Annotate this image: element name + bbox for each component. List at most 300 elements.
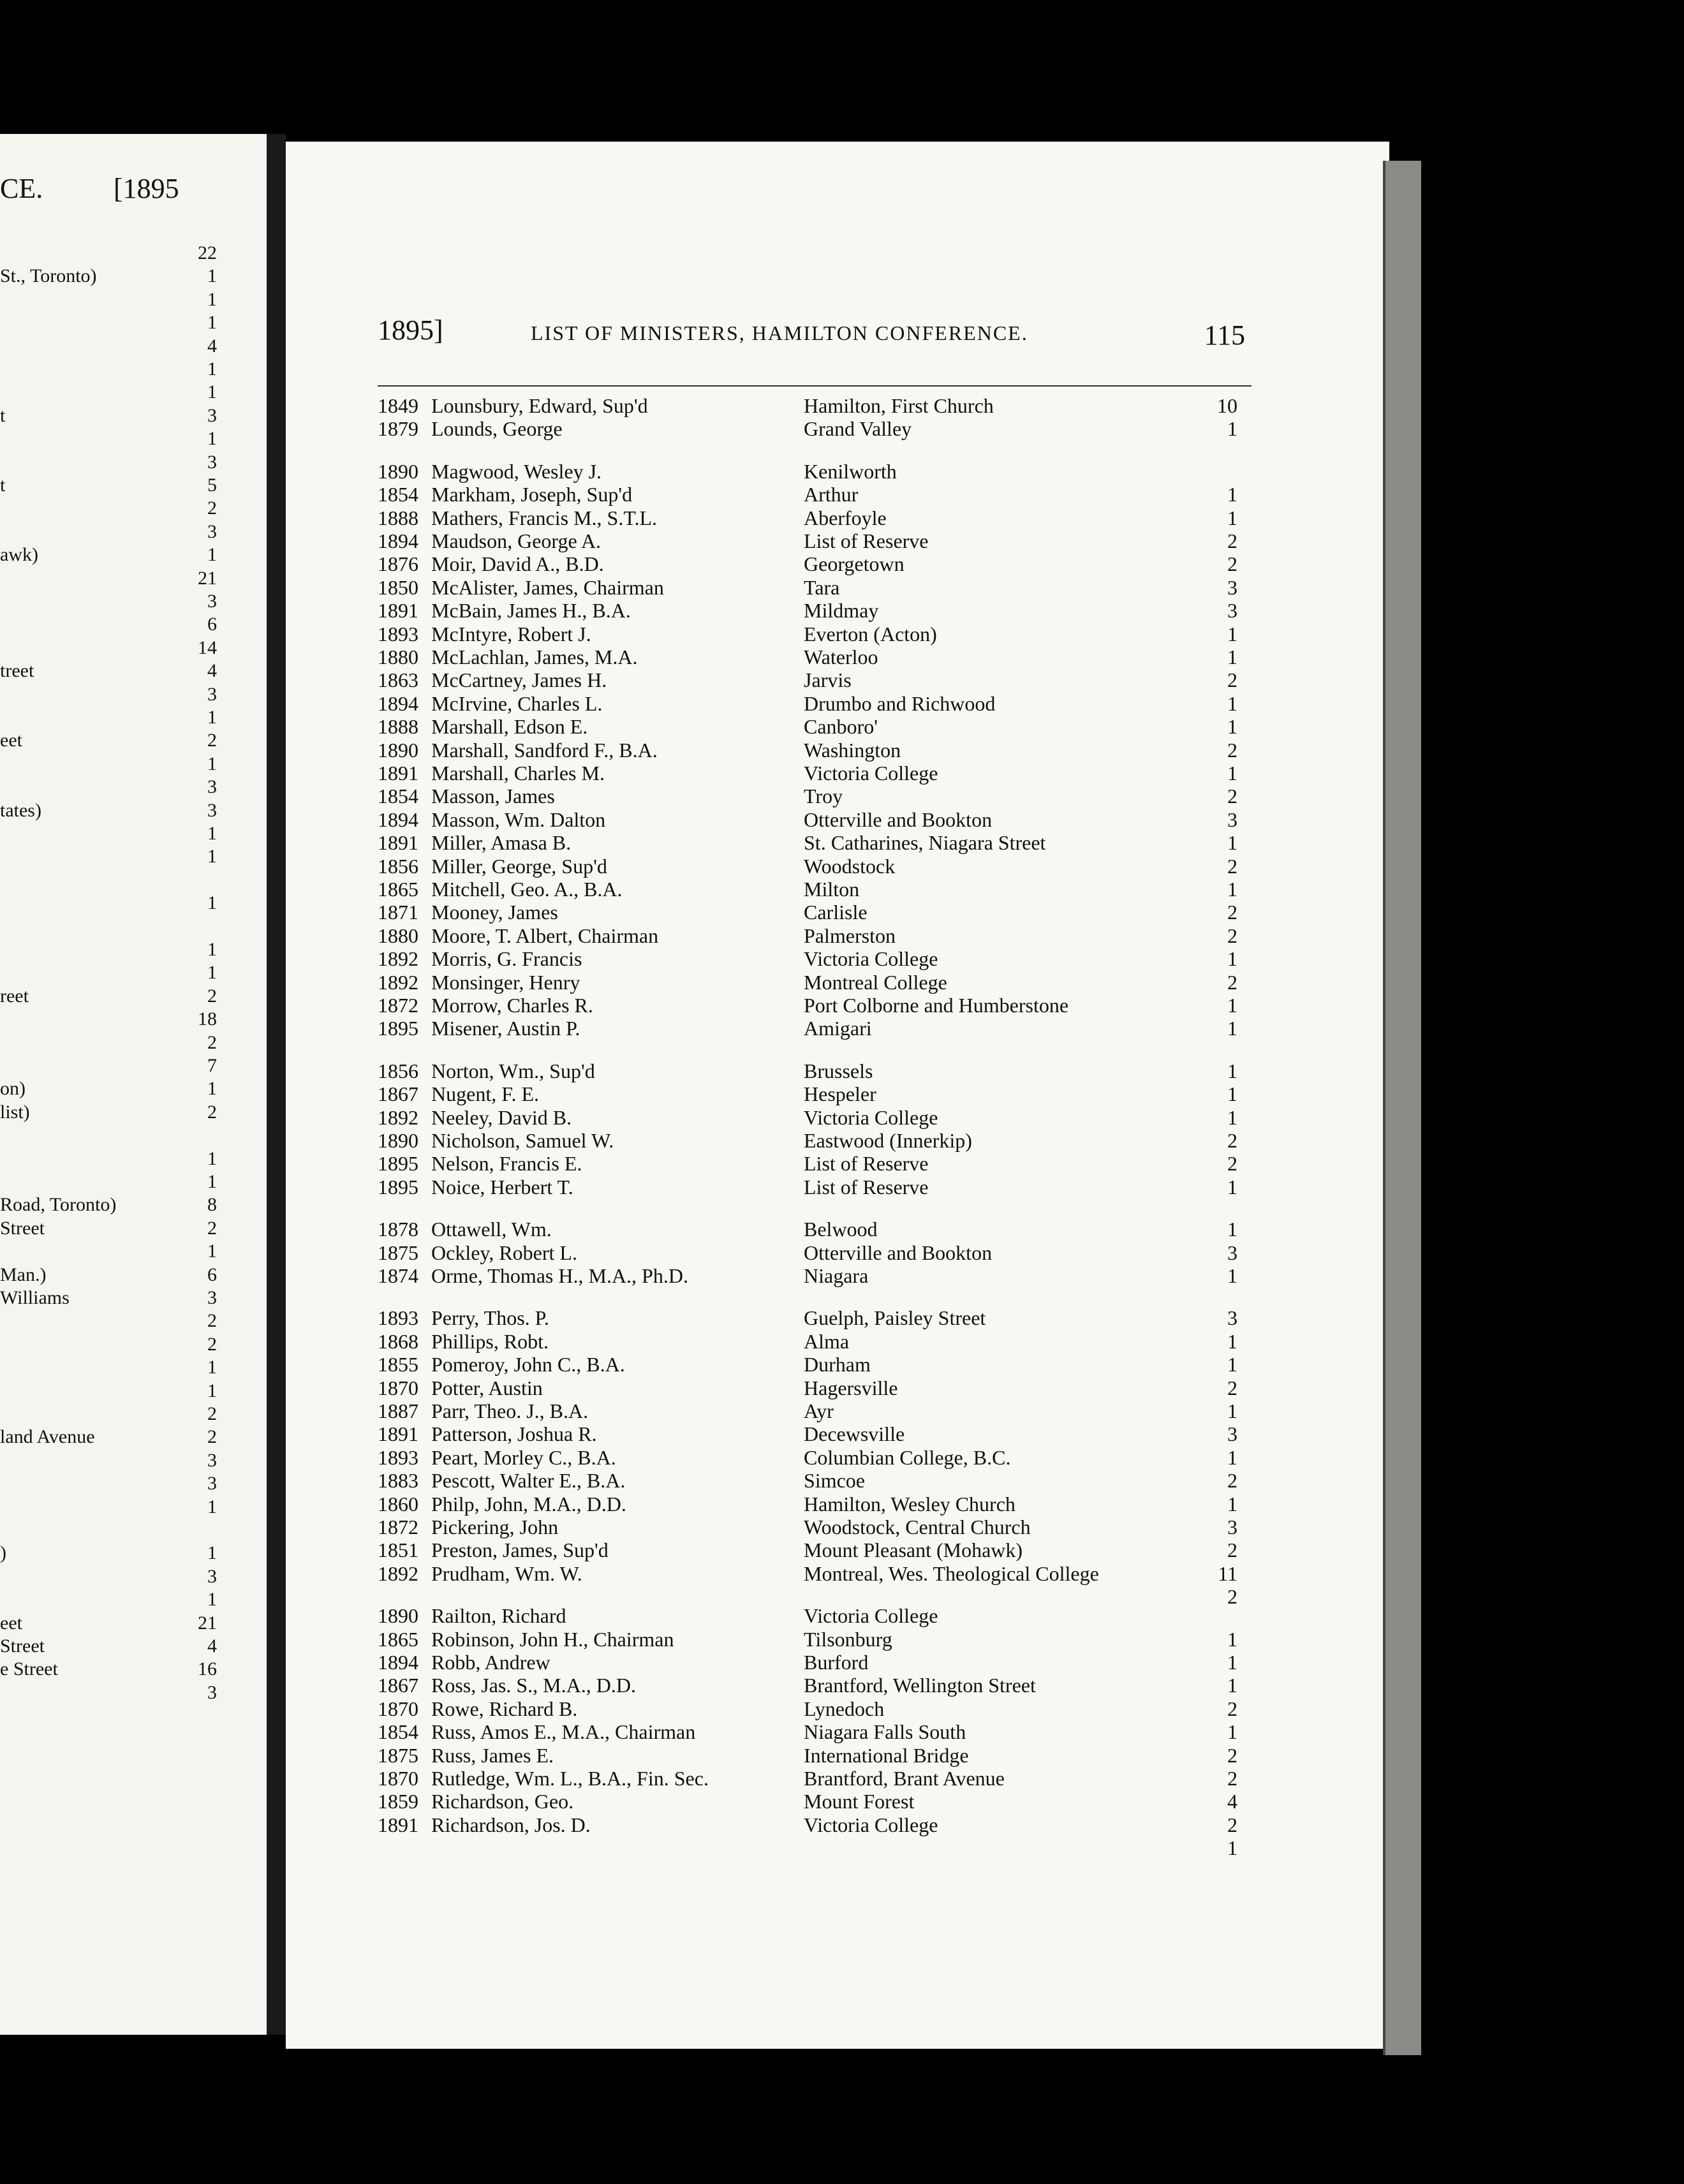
minister-row [0,1697,1269,1722]
minister-row [0,1399,1269,1424]
minister-row [0,1129,1269,1153]
minister-row [0,1218,1269,1242]
minister-name: Markham, Joseph, Sup'd [431,483,633,506]
left-item-count: 2 [207,985,217,1007]
entry-year: 1875 [378,1241,418,1264]
station-name: Hamilton, Wesley Church [804,1492,1016,1516]
minister-row [0,1674,1269,1698]
minister-name: McCartney, James H. [431,668,607,692]
years-count: 3 [1227,808,1237,831]
minister-row [0,1604,1269,1628]
minister-name: Pickering, John [431,1516,559,1538]
years-count: 1 [1227,506,1237,529]
left-item-count: 2 [207,1333,217,1355]
years-count: 2 [1227,1697,1237,1720]
minister-row [0,692,1269,716]
station-name: Simcoe [804,1469,865,1493]
minister-row [0,878,1269,902]
entry-year: 1892 [378,1105,418,1129]
minister-name: McIntyre, Robert J. [431,622,591,646]
station-name: Canboro' [804,715,878,739]
entry-year: 1872 [378,994,418,1017]
left-item-count: 3 [207,799,217,821]
minister-name: McLachlan, James, M.A. [431,646,638,668]
entry-year: 1849 [378,394,418,417]
entry-year: 1854 [378,483,418,506]
minister-name: Marshall, Charles M. [431,762,605,785]
minister-row [0,1790,1269,1814]
station-name: Palmerston [804,924,896,947]
left-item-count: 1 [207,823,217,844]
station-name: Amigari [804,1017,872,1040]
section-gap [0,1836,1269,1861]
left-item-count: 1 [207,381,217,403]
left-item-count: 1 [207,1380,217,1401]
left-item-count: 2 [207,498,217,519]
station-name: Waterloo [804,646,878,668]
years-count: 1 [1227,1105,1237,1129]
left-item-count: 2 [207,1310,217,1332]
entry-year: 1890 [378,738,418,762]
left-item-count: 1 [207,312,217,334]
minister-row [0,460,1269,484]
entry-year: 1888 [378,715,418,739]
station-name: Victoria College [804,1813,938,1836]
entry-year: 1892 [378,1561,418,1585]
years-count: 1 [1227,878,1237,901]
minister-name: Masson, James [431,785,555,808]
years-count: 1 [1227,417,1237,441]
minister-name: Magwood, Wesley J. [431,459,602,483]
minister-row [0,1106,1269,1130]
years-count: 1 [1227,1353,1237,1376]
minister-row [0,529,1269,554]
station-name: Arthur [804,483,859,506]
minister-name: Ockley, Robert L. [431,1241,577,1264]
left-list-item [0,336,255,358]
left-item-count: 3 [207,1565,217,1587]
left-item-count: 21 [198,567,217,589]
minister-name: Ross, Jas. S., M.A., D.D. [431,1674,636,1697]
station-name: International Bridge [804,1743,969,1767]
left-item-count: 4 [207,335,217,357]
left-item-count: 4 [207,1635,217,1656]
years-count: 1 [1227,1059,1237,1082]
years-count: 1 [1227,1720,1237,1744]
station-name: Brantford, Wellington Street [804,1674,1036,1697]
minister-name: Lounsbury, Edward, Sup'd [431,394,648,417]
left-item-count: 1 [207,1496,217,1517]
station-name: Niagara [804,1264,869,1287]
years-count: 2 [1227,738,1237,762]
years-count: 1 [1227,646,1237,668]
entry-year: 1879 [378,417,418,441]
left-item-text: t [0,404,6,426]
entry-year: 1880 [378,924,418,947]
left-item-text: Road, Toronto) [0,1194,117,1216]
years-count: 2 [1227,785,1237,808]
left-item-count: 1 [207,265,217,287]
station-name: Georgetown [804,552,905,576]
minister-row [0,1152,1269,1176]
years-count: 11 [1218,1561,1237,1585]
minister-row [0,855,1269,879]
entry-year: 1895 [378,1017,418,1040]
entry-year: 1870 [378,1697,418,1720]
entry-year: 1895 [378,1175,418,1199]
left-item-count: 1 [207,753,217,774]
minister-name: Miller, Amasa B. [431,831,572,855]
minister-name: Moir, David A., B.D. [431,552,604,576]
left-item-count: 1 [207,939,217,960]
years-count: 1 [1227,1836,1237,1860]
left-item-count: 3 [207,404,217,426]
entry-year: 1892 [378,947,418,971]
station-name: Eastwood (Innerkip) [804,1129,972,1152]
minister-name: Richardson, Jos. D. [431,1813,591,1836]
left-item-text: t [0,475,6,496]
minister-name: Masson, Wm. Dalton [431,808,606,831]
entry-year: 1855 [378,1353,418,1376]
minister-name: Richardson, Geo. [431,1790,574,1813]
years-count: 1 [1227,1218,1237,1241]
years-count: 1 [1227,1492,1237,1516]
station-name: St. Catharines, Niagara Street [804,831,1046,855]
station-name: Washington [804,738,901,762]
minister-row [0,808,1269,832]
left-item-count: 1 [207,1542,217,1564]
left-item-text: Street [0,1217,45,1239]
station-name: Montreal College [804,970,947,994]
entry-year: 1880 [378,646,418,668]
years-count: 3 [1227,1516,1237,1538]
station-name: Mount Pleasant (Mohawk) [804,1538,1023,1562]
minister-name: Norton, Wm., Sup'd [431,1059,595,1082]
minister-name: Patterson, Joshua R. [431,1422,597,1446]
years-count: 1 [1227,947,1237,971]
header-rule [378,385,1252,387]
entry-year: 1872 [378,1516,418,1538]
station-name: Hespeler [804,1082,876,1106]
station-name: List of Reserve [804,529,929,552]
station-name: Victoria College [804,1604,938,1628]
left-item-text: St., Toronto) [0,265,97,287]
entry-year: 1850 [378,575,418,599]
years-count: 4 [1227,1790,1237,1813]
minister-row [0,1353,1269,1377]
years-count: 2 [1227,1813,1237,1836]
minister-name: Neeley, David B. [431,1105,572,1129]
left-item-text: Williams [0,1287,70,1308]
left-item-count: 3 [207,591,217,612]
entry-year: 1890 [378,459,418,483]
entry-year: 1894 [378,1651,418,1674]
minister-row [0,483,1269,507]
years-count: 1 [1227,1445,1237,1469]
entry-year: 1892 [378,970,418,994]
minister-row [0,901,1269,925]
years-count: 2 [1227,1767,1237,1790]
entry-year: 1870 [378,1376,418,1399]
minister-row [0,1562,1269,1586]
minister-name: Philp, John, M.A., D.D. [431,1492,626,1516]
minister-row [0,417,1269,441]
entry-year: 1894 [378,808,418,831]
page-header [378,314,1258,352]
left-list-item [0,265,255,288]
minister-name: Noice, Herbert T. [431,1175,573,1199]
page-number: 115 [1204,320,1245,351]
minister-name: Russ, Amos E., M.A., Chairman [431,1720,696,1744]
minister-name: Morris, G. Francis [431,947,582,971]
years-count: 2 [1227,1469,1237,1493]
left-list-item [0,358,255,381]
left-item-count: 8 [207,1194,217,1216]
entry-year: 1891 [378,599,418,623]
entry-year: 1874 [378,1264,418,1287]
entry-year: 1888 [378,506,418,529]
minister-row [0,1628,1269,1652]
left-item-text: treet [0,660,34,682]
minister-row [0,947,1269,971]
minister-name: Prudham, Wm. W. [431,1561,582,1585]
entry-year: 1890 [378,1604,418,1628]
years-count: 2 [1227,901,1237,924]
minister-row [0,394,1269,418]
minister-row [0,785,1269,809]
minister-name: Parr, Theo. J., B.A. [431,1399,589,1422]
minister-row [0,1376,1269,1401]
years-count: 3 [1227,1306,1237,1330]
left-item-count: 3 [207,520,217,542]
left-item-text: awk) [0,544,38,566]
minister-row [0,1651,1269,1675]
minister-row [0,1264,1269,1288]
minister-row [0,1744,1269,1768]
left-item-count: 3 [207,1287,217,1308]
left-item-count: 1 [207,707,217,728]
station-name: Mount Forest [804,1790,915,1813]
station-name: Woodstock, Central Church [804,1516,1031,1538]
entry-year: 1891 [378,762,418,785]
years-count: 1 [1227,1674,1237,1697]
years-count: 3 [1227,599,1237,623]
left-item-text: Street [0,1635,45,1656]
years-count: 2 [1227,854,1237,878]
minister-name: Phillips, Robt. [431,1329,549,1353]
years-count: 2 [1227,1129,1237,1152]
left-item-text: eet [0,1612,22,1634]
entry-year: 1867 [378,1674,418,1697]
station-name: Victoria College [804,1105,938,1129]
station-name: List of Reserve [804,1152,929,1176]
entry-year: 1894 [378,691,418,715]
station-name: Niagara Falls South [804,1720,966,1744]
page-edge [1383,161,1421,2055]
station-name: Durham [804,1353,871,1376]
left-item-count: 2 [207,1031,217,1053]
entry-year: 1893 [378,1306,418,1330]
years-count: 2 [1227,924,1237,947]
minister-name: Marshall, Edson E. [431,715,588,739]
minister-name: Moore, T. Albert, Chairman [431,924,659,947]
station-name: Otterville and Bookton [804,808,993,831]
years-count: 1 [1227,483,1237,506]
left-item-count: 1 [207,1357,217,1378]
station-name: Otterville and Bookton [804,1241,993,1264]
left-item-text: eet [0,730,22,751]
minister-name: Morrow, Charles R. [431,994,593,1017]
minister-name: Robinson, John H., Chairman [431,1627,674,1651]
years-count: 1 [1227,622,1237,646]
years-count: 3 [1227,1422,1237,1446]
station-name: Guelph, Paisley Street [804,1306,986,1330]
minister-row [0,1059,1269,1084]
entry-year: 1894 [378,529,418,552]
entry-year: 1868 [378,1329,418,1353]
left-list-item [0,289,255,312]
minister-row [0,599,1269,623]
minister-name: Lounds, George [431,417,563,441]
station-name: Decewsville [804,1422,905,1446]
minister-row [0,1082,1269,1107]
left-item-text: ) [0,1542,6,1564]
minister-row [0,1176,1269,1200]
entry-year: 1860 [378,1492,418,1516]
left-item-count: 1 [207,1078,217,1100]
station-name: Belwood [804,1218,878,1241]
station-name: Aberfoyle [804,506,887,529]
left-item-count: 2 [207,1217,217,1239]
entry-year: 1893 [378,622,418,646]
minister-row [0,623,1269,647]
left-header-label: CE. [0,173,43,204]
minister-row [0,552,1269,577]
minister-row [0,762,1269,786]
minister-name: Miller, George, Sup'd [431,854,607,878]
left-item-count: 1 [207,892,217,914]
minister-row [0,1330,1269,1354]
years-count: 10 [1217,394,1237,417]
minister-row [0,1767,1269,1791]
station-name: Kenilworth [804,459,897,483]
minister-row [0,1720,1269,1745]
minister-name: Russ, James E. [431,1743,554,1767]
minister-row [0,1469,1269,1493]
left-item-text: list) [0,1101,30,1123]
years-count: 1 [1227,762,1237,785]
minister-row [0,1422,1269,1447]
minister-name: Robb, Andrew [431,1651,550,1674]
years-count: 2 [1227,1538,1237,1562]
years-count: 1 [1227,1329,1237,1353]
station-name: Hamilton, First Church [804,394,994,417]
left-item-text: tates) [0,799,41,821]
minister-row [0,994,1269,1018]
station-name: Alma [804,1329,850,1353]
minister-row [0,1493,1269,1517]
minister-row [0,1538,1269,1563]
left-item-count: 3 [207,776,217,798]
years-count: 3 [1227,575,1237,599]
left-item-count: 6 [207,614,217,635]
minister-name: Marshall, Sandford F., B.A. [431,738,658,762]
station-name: Drumbo and Richwood [804,691,996,715]
station-name: Mildmay [804,599,879,623]
minister-name: Nicholson, Samuel W. [431,1129,614,1152]
years-count: 2 [1227,1585,1237,1609]
years-count: 2 [1227,1152,1237,1176]
minister-name: Pescott, Walter E., B.A. [431,1469,626,1493]
left-item-count: 2 [207,730,217,751]
entry-year: 1867 [378,1082,418,1106]
entry-year: 1878 [378,1218,418,1241]
minister-name: Potter, Austin [431,1376,543,1399]
years-count: 2 [1227,529,1237,552]
years-count: 2 [1227,1376,1237,1399]
left-item-count: 21 [198,1612,217,1634]
minister-row [0,576,1269,600]
left-item-count: 7 [207,1055,217,1076]
years-count: 2 [1227,970,1237,994]
station-name: Brantford, Brant Avenue [804,1767,1005,1790]
left-item-count: 1 [207,358,217,380]
entry-year: 1891 [378,1813,418,1836]
entry-year: 1856 [378,854,418,878]
entry-year: 1851 [378,1538,418,1562]
years-count: 1 [1227,1627,1237,1651]
left-item-count: 1 [207,962,217,984]
years-count: 2 [1227,552,1237,576]
years-count: 1 [1227,715,1237,739]
entry-year: 1863 [378,668,418,692]
station-name: Lynedoch [804,1697,885,1720]
left-item-count: 2 [207,1426,217,1448]
minister-row [0,971,1269,995]
station-name: List of Reserve [804,1175,929,1199]
entry-year: 1875 [378,1743,418,1767]
entry-year: 1891 [378,831,418,855]
left-item-count: 1 [207,1171,217,1192]
minister-name: Nelson, Francis E. [431,1152,582,1176]
left-item-text: reet [0,985,29,1007]
minister-name: Mitchell, Geo. A., B.A. [431,878,623,901]
left-item-count: 1 [207,846,217,867]
left-item-count: 6 [207,1264,217,1285]
station-name: Tara [804,575,840,599]
station-name: Victoria College [804,762,938,785]
entry-year: 1865 [378,1627,418,1651]
minister-name: Nugent, F. E. [431,1082,539,1106]
station-name: Jarvis [804,668,852,692]
years-count: 2 [1227,1743,1237,1767]
station-name: Montreal, Wes. Theological College [804,1561,1099,1585]
minister-name: Peart, Morley C., B.A. [431,1445,616,1469]
station-name: Brussels [804,1059,873,1082]
left-item-count: 1 [207,1589,217,1611]
left-item-count: 5 [207,475,217,496]
left-header-year: [1895 [114,173,179,204]
entry-year: 1895 [378,1152,418,1176]
left-item-text: land Avenue [0,1426,95,1448]
minister-row [0,1017,1269,1041]
entry-year: 1865 [378,878,418,901]
minister-name: Monsinger, Henry [431,970,580,994]
entry-year: 1854 [378,785,418,808]
left-item-count: 1 [207,1241,217,1262]
minister-name: Mooney, James [431,901,558,924]
left-item-count: 3 [207,451,217,473]
